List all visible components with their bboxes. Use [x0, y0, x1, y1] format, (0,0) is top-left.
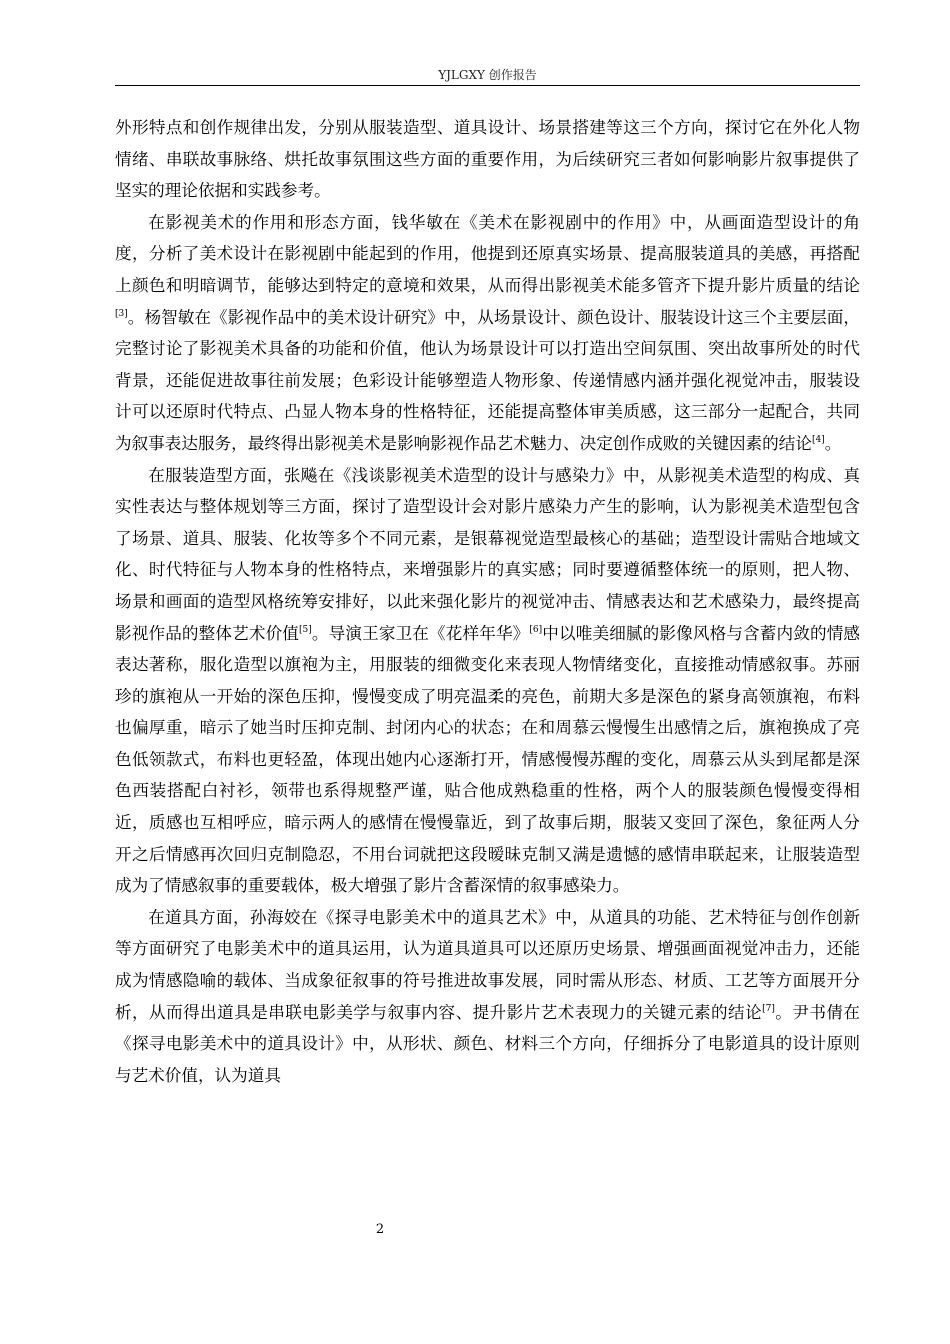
paragraph-text: 。杨智敏在《影视作品中的美术设计研究》中，从场景设计、颜色设计、服装设计这三个主要层面，完整讨论了影视美术具备的功能和价值，他认为场景设计可以打造出空间氛围、突出故事所处的时代背景，还能促进故事往前发展；色彩设计能够塑造人物形象、传递情感内涵并强化视觉冲击，服装设计可以还原时代特点、凸显人物本身的性格特征，还能提高整体审美质感，这三部分一起配合，共同为叙事表达服务，最终得出影视美术是影响影视作品艺术魅力、决定创作成败的关键因素的结论: [115, 307, 860, 453]
running-header: YJLGXY 创作报告: [438, 68, 537, 82]
paragraph-text: 在服装造型方面，张飚在《浅谈影视美术造型的设计与感染力》中，从影视美术造型的构成、真实性表达与整体规划等三方面，探讨了造型设计会对影片感染力产生的影响，认为影视美术造型包含了场景、道具、服装、化妆等多个不同元素，是银幕视觉造型最核心的基础；造型设计需贴合地域文化、时代特征与人物本身的性格特点，来增强影片的真实感；同时要遵循整体统一的原则，把人物、场景和画面的造型风格统筹安排好，以此来强化影片的视觉冲击、情感表达和艺术感染力，最终提高影视作品的整体艺术价值: [115, 465, 860, 643]
citation-7: [7]: [762, 1003, 775, 1014]
citation-3: [3]: [115, 308, 128, 319]
paragraph-text: 。: [824, 433, 842, 453]
page-number: 2: [375, 1222, 385, 1237]
paragraph-3: [115, 460, 860, 902]
citation-5: [5]: [299, 624, 312, 635]
body-text: [115, 112, 860, 1091]
citation-6: [6]: [529, 624, 543, 635]
paragraph-text: 中以唯美细腻的影像风格与含蓄内敛的情感表达著称，服化造型以旗袍为主，用服装的细微变化来表现人物情绪变化，直接推动情感叙事。苏丽珍的旗袍从一开始的深色压抑，慢慢变成了明亮温柔的亮色，前期大多是深色的紧身高领旗袍，布料也偏厚重，暗示了她当时压抑克制、封闭内心的状态；在和周慕云慢慢生出感情之后，旗袍换成了亮色低领款式，布料也更轻盈，体现出她内心逐渐打开，情感慢慢苏醒的变化，周慕云从头到尾都是深色西装搭配白衬衫，领带也系得规整严谨，贴合他成熟稳重的性格，两个人的服装颜色慢慢变得相近，质感也互相呼应，暗示两人的感情在慢慢靠近，到了故事后期，服装又变回了深色，象征两人分开之后情感再次回归克制隐忍，不用台词就把这段暧昧克制又满是遗憾的感情串联起来，让服装造型成为了情感叙事的重要载体，极大增强了影片含蓄深情的叙事感染力。: [115, 623, 861, 896]
paragraph-1: [115, 112, 860, 207]
paragraph-4: [115, 902, 860, 1092]
paragraph-text: 。导演王家卫在《花样年华》: [311, 623, 530, 643]
header-rule: [115, 85, 860, 86]
paragraph-text: 在影视美术的作用和形态方面，钱华敏在《美术在影视剧中的作用》中，从画面造型设计的角度，分析了美术设计在影视剧中能起到的作用，他提到还原真实场景、提高服装道具的美感，再搭配上颜色和明暗调节，能够达到特定的意境和效果，从而得出影视美术能多管齐下提升影片质量的结论: [115, 212, 860, 295]
paragraph-text: 在道具方面，孙海姣在《探寻电影美术中的道具艺术》中，从道具的功能、艺术特征与创作创新等方面研究了电影美术中的道具运用，认为道具道具可以还原历史场景、增强画面视觉冲击力，还能成为情感隐喻的载体、当成象征叙事的符号推进故事发展，同时需从形态、材质、工艺等方面展开分析，从而得出道具是串联电影美学与叙事内容、提升影片艺术表现力的关键元素的结论: [115, 907, 860, 1022]
paragraph-text: 外形特点和创作规律出发，分别从服装造型、道具设计、场景搭建等这三个方向，探讨它在外化人物情绪、串联故事脉络、烘托故事氛围这些方面的重要作用，为后续研究三者如何影响影片叙事提供了坚实的理论依据和实践参考。: [115, 118, 860, 201]
citation-4: [4]: [811, 434, 825, 445]
paragraph-2: [115, 207, 860, 460]
paragraph-text: 。尹书倩在《探寻电影美术中的道具设计》中，从形状、颜色、材料三个方向，仔细拆分了电影道具的设计原则与艺术价值，认为道具: [115, 1002, 861, 1085]
